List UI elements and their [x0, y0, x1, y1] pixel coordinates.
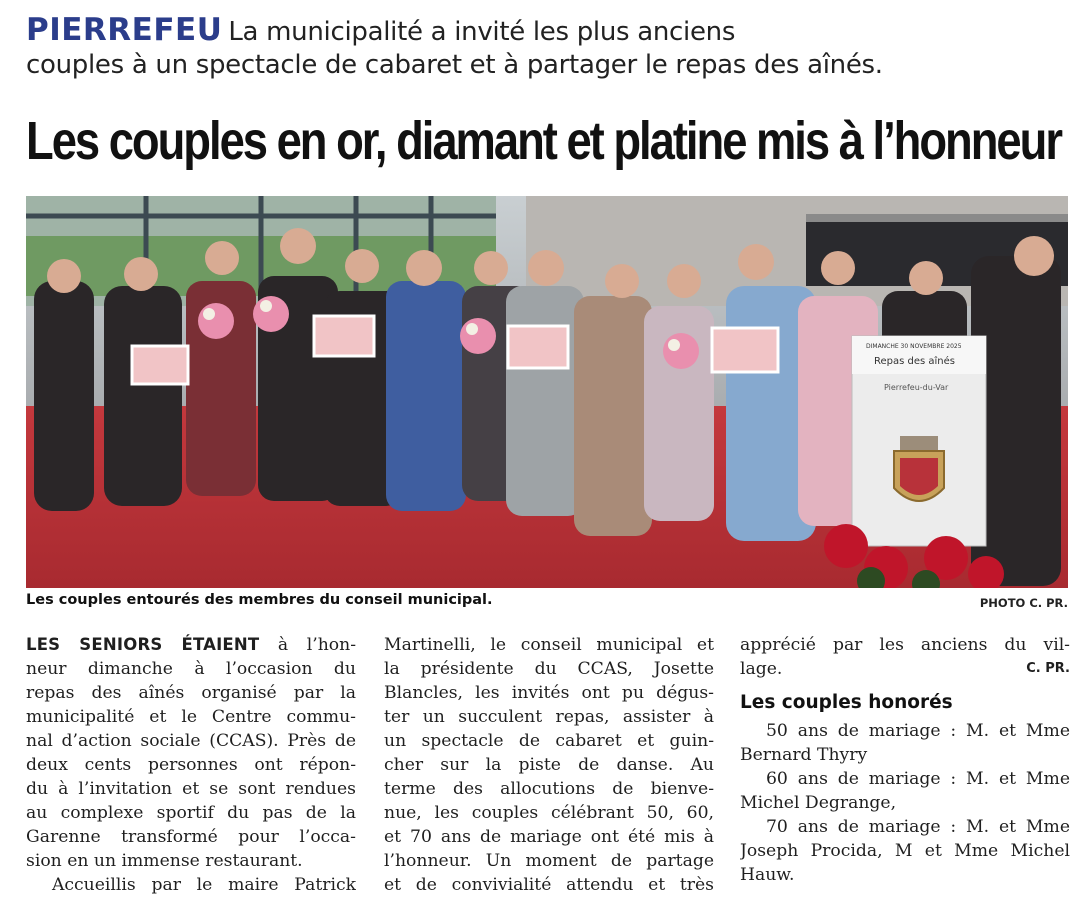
article-line: Blancles, les invités ont pu dégus-	[384, 683, 714, 703]
article-column-3	[740, 633, 1070, 887]
article-line: sion en un immense restaurant.	[26, 851, 303, 871]
article-line: neur dimanche à l’occasion du	[26, 659, 356, 679]
article-line: Martinelli, le conseil municipal et	[384, 635, 714, 655]
honored-line: Joseph Procida, M et Mme Michel	[740, 841, 1070, 861]
article-line: et de convivialité attendu et très	[384, 875, 714, 895]
article-line: et 70 ans de mariage ont été mis à	[384, 827, 714, 847]
article-line: LES SENIORS ÉTAIENT à l’hon-	[26, 635, 356, 655]
banner-town: Pierrefeu-du-Var	[884, 383, 949, 392]
coat-of-arms-icon	[894, 436, 944, 501]
article-line: l’honneur. Un moment de partage	[384, 851, 714, 871]
honored-line: Hauw.	[740, 865, 795, 885]
photo-caption: Les couples entourés des membres du conseil municipal.	[26, 592, 493, 608]
article-line: nal d’action sociale (CCAS). Près de	[26, 731, 356, 751]
article-line: au complexe sportif du pas de la	[26, 803, 356, 823]
photo-illustration	[26, 196, 1068, 588]
article-line: Garenne transformé pour l’occa-	[26, 827, 356, 847]
honored-line: Michel Degrange,	[740, 793, 897, 813]
kicker-location: PIERREFEU	[26, 12, 223, 48]
article-line: cher sur la piste de danse. Au	[384, 755, 714, 775]
banner-date: DIMANCHE 30 NOVEMBRE 2025	[866, 343, 962, 350]
headline: Les couples en or, diamant et platine mis à l’honneur	[26, 111, 1061, 171]
article-line: apprécié par les anciens du vil-	[740, 635, 1070, 655]
honored-line: Bernard Thyry	[740, 745, 868, 765]
honored-line: 70 ans de mariage : M. et Mme	[766, 817, 1070, 837]
banner-title: Repas des aînés	[874, 356, 956, 367]
group-photo	[26, 196, 1068, 588]
article-line: terme des allocutions de bienve-	[384, 779, 714, 799]
author-signature: C. PR.	[1026, 661, 1070, 676]
lede	[26, 14, 1076, 82]
sidebar-subhead: Les couples honorés	[740, 692, 953, 713]
article-lead-in: LES SENIORS ÉTAIENT	[26, 635, 260, 654]
article-line: deux cents personnes ont répon-	[26, 755, 356, 775]
article-column-2	[384, 633, 714, 897]
article-line: Accueillis par le maire Patrick	[52, 875, 356, 895]
article-column-1	[26, 633, 356, 897]
article-line: ter un succulent repas, assister à	[384, 707, 714, 727]
honored-line: 50 ans de mariage : M. et Mme	[766, 721, 1070, 741]
article-line: municipalité et le Centre commu-	[26, 707, 356, 727]
article-line: repas des aînés organisé par la	[26, 683, 356, 703]
honored-line: 60 ans de mariage : M. et Mme	[766, 769, 1070, 789]
article-line: un spectacle de cabaret et guin-	[384, 731, 714, 751]
photo-credit: PHOTO C. PR.	[979, 596, 1068, 610]
article-line: lage.	[740, 659, 783, 679]
article-closing	[740, 657, 1070, 681]
lede-line-1: La municipalité a invité les plus anciens	[228, 17, 736, 47]
article-line: du à l’invitation et se sont rendues	[26, 779, 356, 799]
article-line: nue, les couples célébrant 50, 60,	[384, 803, 714, 823]
lede-line-2: couples à un spectacle de cabaret et à partager le repas des aînés.	[26, 50, 883, 80]
article-line: la présidente du CCAS, Josette	[384, 659, 714, 679]
